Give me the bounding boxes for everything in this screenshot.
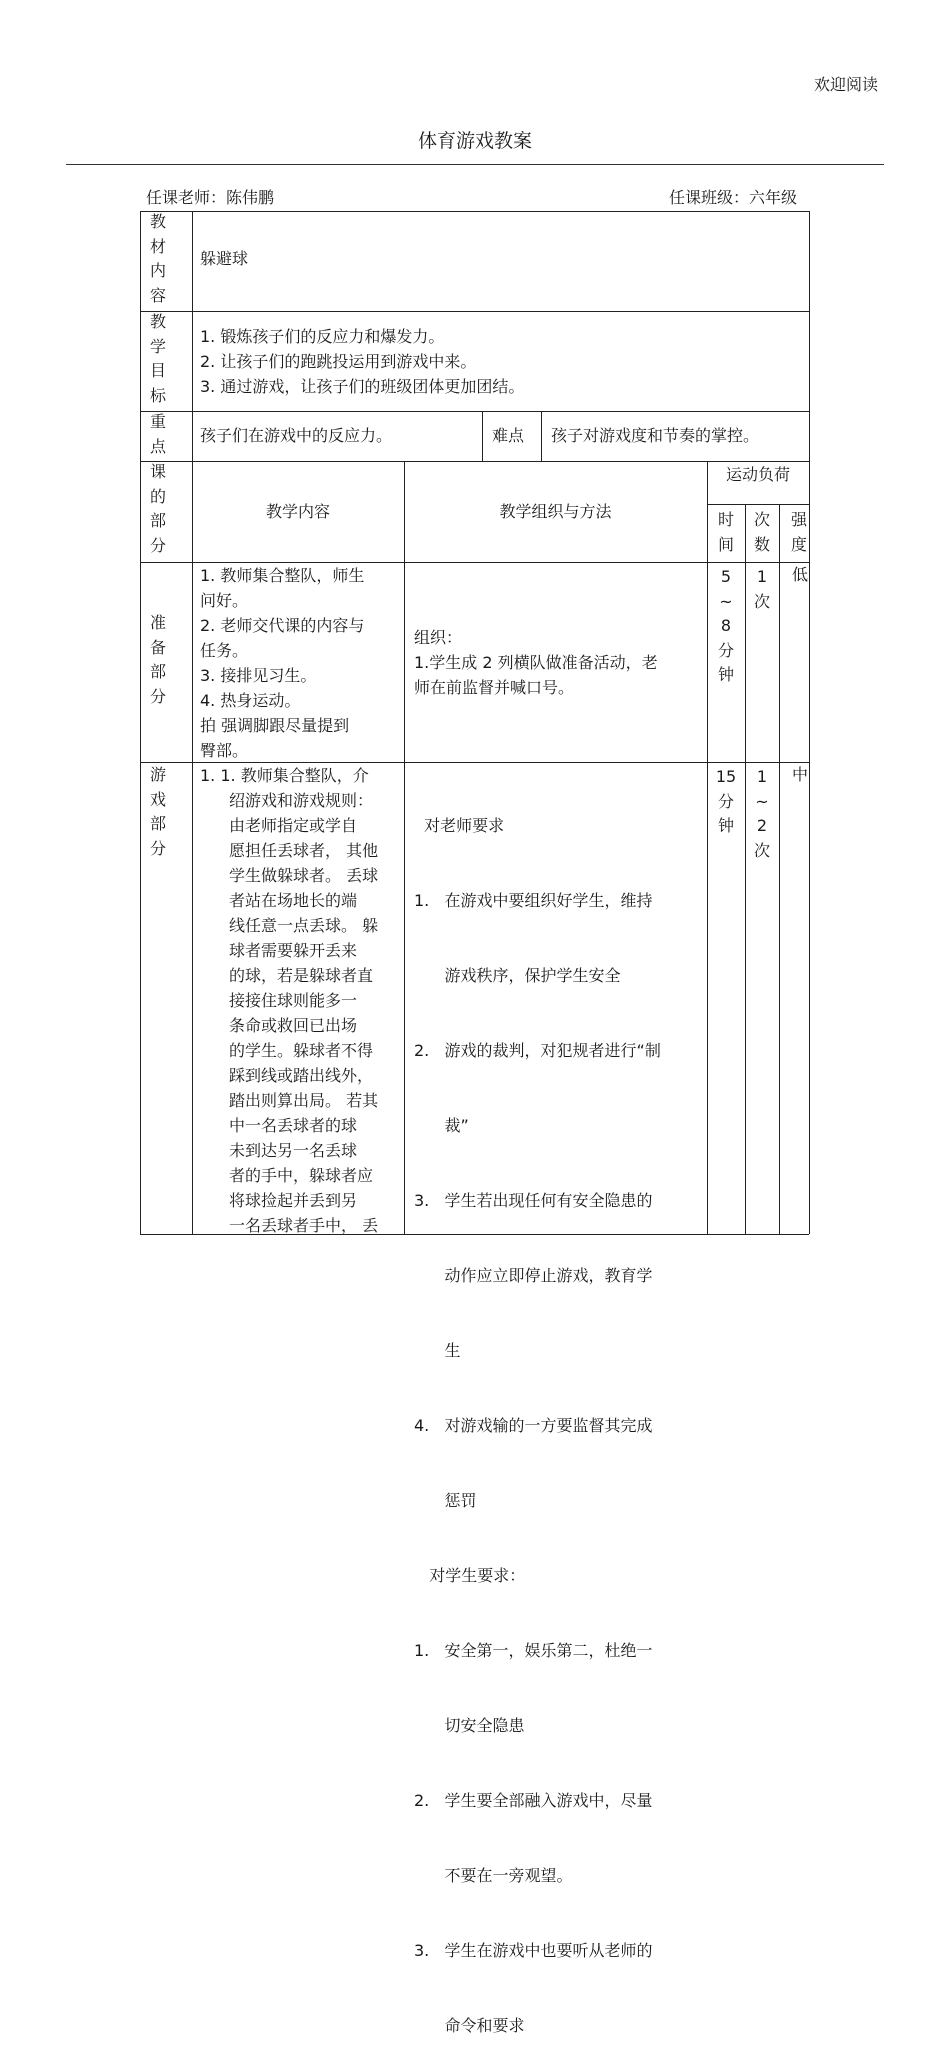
grid-line: [140, 461, 809, 462]
class-line: 任课班级：六年级: [668, 188, 797, 207]
game-content-line: 1. 1. 教师集合整队，介: [200, 766, 369, 785]
game-method-line: 3. 学生在游戏中也要听从老师的: [414, 1941, 653, 1960]
grid-line: [707, 504, 809, 505]
game-content-line: 踏出则算出局。 若其: [229, 1091, 379, 1110]
game-content-line: 者站在场地长的端: [229, 891, 358, 910]
game-method-line: 裁”: [414, 1116, 469, 1135]
game-content-line: 将球捡起并丢到另: [229, 1191, 358, 1210]
prep-content-line: 拍 强调脚跟尽量提到: [200, 716, 350, 735]
count-header: 次数: [753, 510, 770, 554]
game-content-line: 中一名丢球者的球: [229, 1116, 358, 1135]
game-content-line: 者的手中，躲球者应: [229, 1166, 374, 1185]
prep-content-line: 4. 热身运动。: [200, 691, 301, 710]
game-content: [200, 763, 378, 1238]
prep-method-line: 组织：: [414, 628, 463, 647]
prep-method: [414, 625, 658, 700]
page-title: 体育游戏教案: [417, 130, 532, 152]
game-method-line: 3. 学生若出现任何有安全隐患的: [414, 1191, 653, 1210]
game-content-line: 愿担任丢球者， 其他: [229, 841, 379, 860]
key-point-label: 重点: [149, 412, 166, 456]
load-header: 运动负荷: [725, 465, 790, 484]
grid-line: [541, 411, 542, 461]
objectives-label: 教学目标: [149, 312, 166, 405]
prep-count: 1次: [753, 567, 770, 611]
material-label: 教材内容: [149, 212, 166, 305]
grid-line: [779, 504, 780, 1234]
header-welcome: 欢迎阅读: [813, 75, 878, 94]
grid-line: [140, 311, 809, 312]
prep-method-line: 1.学生成 2 列横队做准备活动，老: [414, 653, 658, 672]
game-method-line: 对老师要求: [414, 816, 505, 835]
game-content-line: 接接住球则能多一: [229, 991, 358, 1010]
objective-item: 2. 让孩子们的跑跳投运用到游戏中来。: [200, 352, 477, 371]
objectives-list: [200, 324, 524, 399]
material-value: 躲避球: [200, 249, 249, 268]
prep-content-line: 任务。: [200, 641, 249, 660]
game-method-line: 切安全隐患: [414, 1716, 525, 1735]
game-content-line: 的学生。躲球者不得: [229, 1041, 374, 1060]
prep-content-line: 2. 老师交代课的内容与: [200, 616, 365, 635]
game-method-line: 2. 游戏的裁判，对犯规者进行“制: [414, 1041, 661, 1060]
prep-time: 5~8分钟: [717, 567, 734, 684]
objective-item: 1. 锻炼孩子们的反应力和爆发力。: [200, 327, 445, 346]
content-header: 教学内容: [265, 502, 330, 521]
game-label: 游戏部分: [149, 765, 166, 858]
game-method-line: 1. 在游戏中要组织好学生，维持: [414, 891, 653, 910]
difficulty-label: 难点: [492, 426, 525, 445]
prep-label: 准备部分: [149, 613, 166, 706]
game-content-line: 踩到线或踏出线外，: [229, 1066, 374, 1085]
game-method-line: 4. 对游戏输的一方要监督其完成: [414, 1416, 653, 1435]
game-content-line: 一名丢球者手中， 丢: [229, 1216, 379, 1235]
game-method-line: 2. 学生要全部融入游戏中，尽量: [414, 1791, 653, 1810]
game-content-line: 未到达另一名丢球: [229, 1141, 358, 1160]
game-method-line: 对学生要求：: [414, 1566, 526, 1585]
game-content-line: 条命或救回已出场: [229, 1016, 358, 1035]
game-method-line: 命令和要求: [414, 2016, 525, 2035]
part-header: 课的部分: [149, 462, 166, 555]
method-header: 教学组织与方法: [499, 502, 612, 521]
game-content-line: 的球，若是躲球者直: [229, 966, 374, 985]
game-method-line: 生: [414, 1341, 461, 1360]
game-intensity: 中: [792, 765, 808, 784]
game-method-line: 惩罚: [414, 1491, 477, 1510]
grid-line: [140, 211, 141, 1234]
grid-line: [745, 504, 746, 1234]
game-method: [414, 763, 661, 2063]
prep-content: [200, 563, 364, 763]
prep-content-line: 问好。: [200, 591, 249, 610]
grid-line: [140, 211, 809, 212]
grid-line: [404, 461, 405, 1234]
game-content-line: 球者需要躲开丢来: [229, 941, 358, 960]
teacher-line: 任课老师：陈伟鹏: [146, 188, 275, 207]
game-method-line: 1. 安全第一，娱乐第二，杜绝一: [414, 1641, 653, 1660]
grid-line: [482, 411, 483, 461]
game-method-line: 不要在一旁观望。: [414, 1866, 573, 1885]
grid-line: [809, 211, 810, 1234]
prep-content-line: 3. 接排见习生。: [200, 666, 317, 685]
prep-content-line: 1. 教师集合整队，师生: [200, 566, 365, 585]
game-content-line: 学生做躲球者。 丢球: [229, 866, 379, 885]
key-point-value: 孩子们在游戏中的反应力。: [200, 426, 393, 445]
game-content-line: 线任意一点丢球。 躲: [229, 916, 379, 935]
game-count: 1~2次: [753, 767, 770, 860]
prep-method-line: 师在前监督并喊口号。: [414, 678, 575, 697]
grid-line: [707, 461, 708, 1234]
game-content-line: 绍游戏和游戏规则：: [229, 791, 374, 810]
grid-line: [140, 411, 809, 412]
time-header: 时间: [717, 510, 734, 554]
game-content-line: 由老师指定或学自: [229, 816, 358, 835]
game-time: 15分钟: [715, 767, 737, 835]
prep-intensity: 低: [792, 565, 808, 584]
game-method-line: 游戏秩序，保护学生安全: [414, 966, 621, 985]
objective-item: 3. 通过游戏，让孩子们的班级团体更加团结。: [200, 377, 525, 396]
grid-line: [192, 211, 193, 1234]
prep-content-line: 臀部。: [200, 741, 249, 760]
title-rule: [66, 164, 884, 165]
difficulty-value: 孩子对游戏度和节奏的掌控。: [551, 426, 760, 445]
game-method-line: 动作应立即停止游戏，教育学: [414, 1266, 653, 1285]
intensity-header: 强度: [790, 510, 807, 554]
